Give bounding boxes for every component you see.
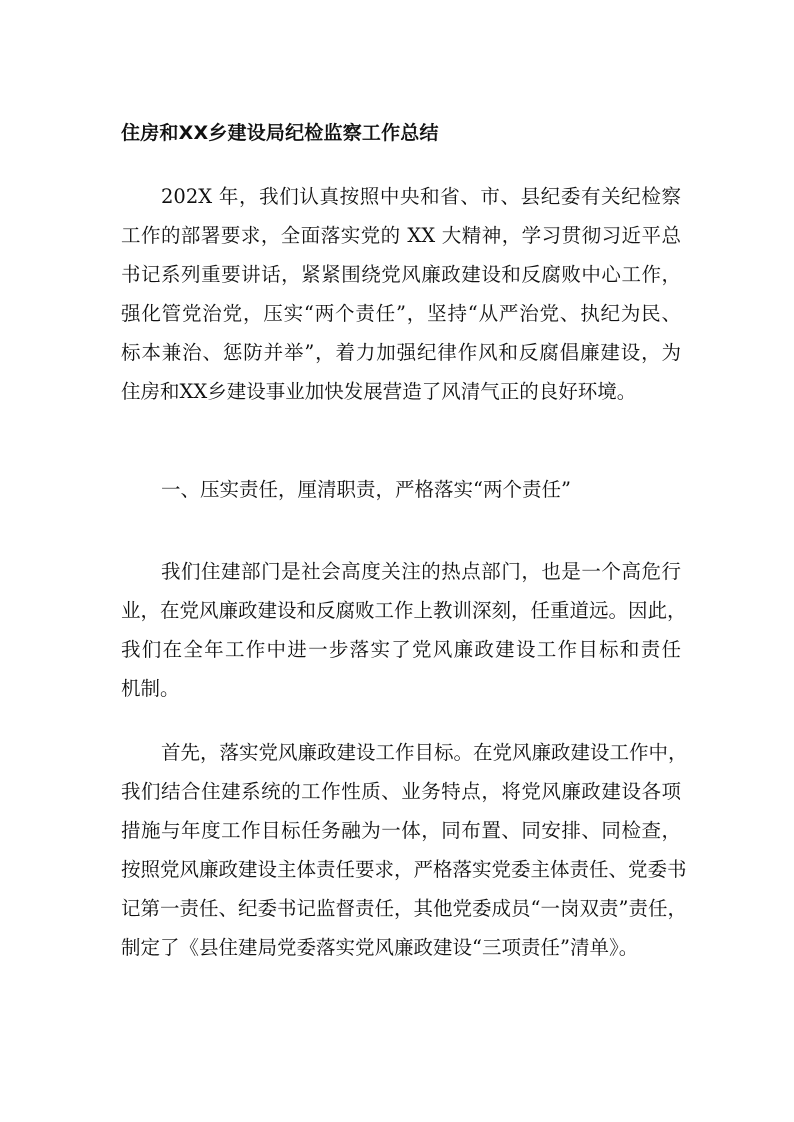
text-line: 标本兼治、惩防并举”，着力加强纪律作风和反腐倡廉建设，为 bbox=[121, 341, 681, 364]
text-line: 202X 年，我们认真按照中央和省、市、县纪委有关纪检察 bbox=[161, 185, 681, 208]
text-line: 措施与年度工作目标任务融为一体，同布置、同安排、同检查， bbox=[121, 819, 681, 842]
paragraph-intro bbox=[121, 177, 681, 411]
section-heading bbox=[121, 470, 681, 509]
text-line: 我们结合住建系统的工作性质、业务特点，将党风廉政建设各项 bbox=[121, 780, 681, 803]
text-line: 住房和XX乡建设事业加快发展营造了风清气正的良好环境。 bbox=[121, 380, 637, 403]
text-line: 制定了《县住建局党委落实党风廉政建设“三项责任”清单》。 bbox=[121, 936, 639, 959]
paragraph-body-2 bbox=[121, 733, 688, 967]
document-title: 住房和XX乡建设局纪检监察工作总结 bbox=[121, 122, 439, 144]
text-line: 业，在党风廉政建设和反腐败工作上教训深刻，任重道远。因此， bbox=[121, 599, 687, 622]
heading-text: 一、压实责任，厘清职责，严格落实“两个责任” bbox=[161, 478, 571, 501]
text-line: 按照党风廉政建设主体责任要求，严格落实党委主体责任、党委书 bbox=[121, 858, 687, 881]
paragraph-body-1 bbox=[121, 552, 687, 708]
text-line: 记第一责任、纪委书记监督责任，其他党委成员“一岗双责”责任， bbox=[121, 897, 687, 920]
text-line: 我们在全年工作中进一步落实了党风廉政建设工作目标和责任 bbox=[121, 638, 681, 661]
text-line: 机制。 bbox=[121, 677, 180, 700]
text-line: 强化管党治党，压实“两个责任”，坚持“从严治党、执纪为民、 bbox=[121, 302, 681, 325]
text-line: 首先，落实党风廉政建设工作目标。在党风廉政建设工作中， bbox=[161, 741, 688, 764]
text-line: 书记系列重要讲话，紧紧围绕党风廉政建设和反腐败中心工作， bbox=[121, 263, 681, 286]
text-line: 我们住建部门是社会高度关注的热点部门，也是一个高危行 bbox=[161, 560, 681, 583]
text-line: 工作的部署要求，全面落实党的 XX 大精神，学习贯彻习近平总 bbox=[121, 224, 681, 247]
